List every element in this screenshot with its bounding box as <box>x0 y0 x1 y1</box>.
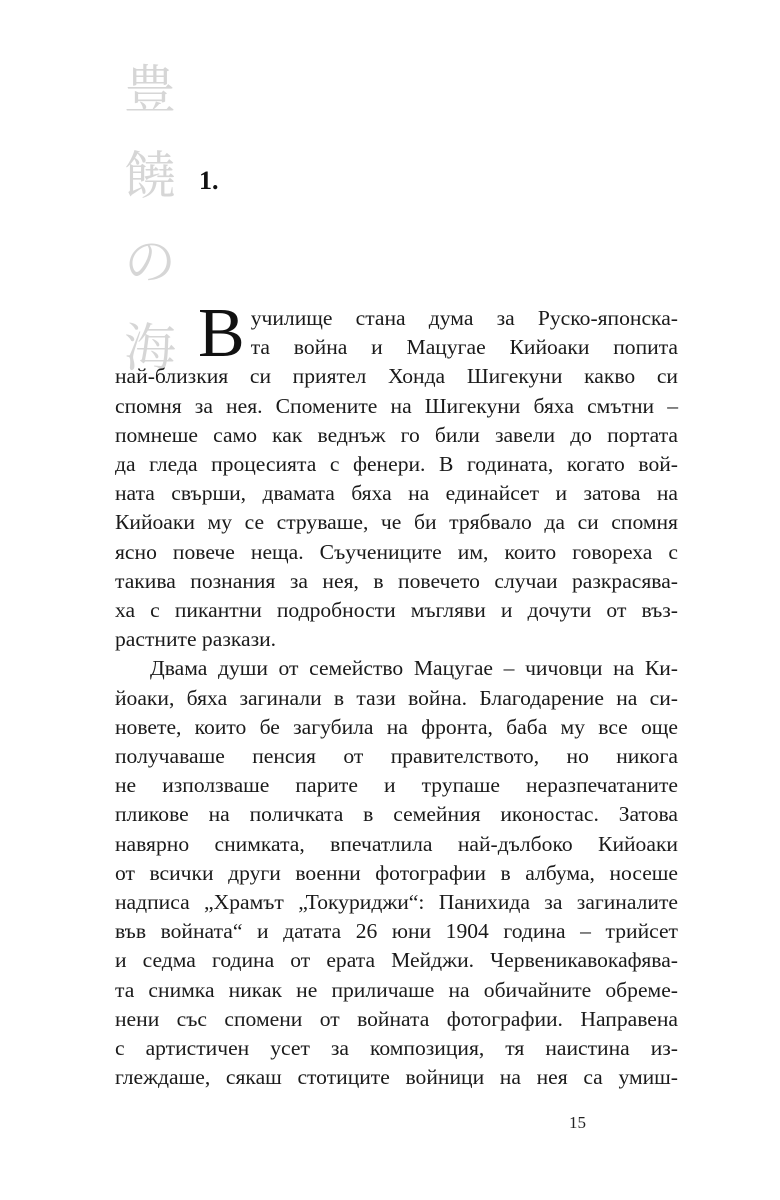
text-line: та война и Мацугае Кийоаки попита <box>250 335 678 360</box>
text-line: и седма година от ерата Мейджи. Червеникавокафява- <box>115 948 678 973</box>
text-line: йоаки, бяха загинали в тази война. Благодарение на си- <box>115 685 678 710</box>
text-line: спомня за нея. Спомените на Шигекуни бяха смътни – <box>115 393 678 418</box>
text-line: получаваше пенсия от правителството, но никога <box>115 744 678 769</box>
paragraph <box>115 654 678 1092</box>
text-line: с артистичен усет за композиция, тя наистина из- <box>115 1036 678 1061</box>
text-line: помнеше само как веднъж го били завели до портата <box>115 422 678 447</box>
text-line: новете, които бе загубила на фронта, баба му все още <box>115 714 678 739</box>
text-line: нени със спомени от войната фотографии. Направена <box>115 1006 678 1031</box>
title-char: 饒 <box>123 147 176 207</box>
text-line: такива познания за нея, в повечето случаи разкрасява- <box>115 568 678 593</box>
text-line: да гледа процесията с фенери. В годината, когато вой- <box>115 452 678 477</box>
text-line: във войната“ и датата 26 юни 1904 година – трийсет <box>115 919 678 944</box>
text-line: пликове на поличката в семейния иконостас. Затова <box>115 802 678 827</box>
page-number: 15 <box>569 1113 586 1132</box>
text-line: най-близкия си приятел Хонда Шигекуни какво си <box>115 364 678 389</box>
text-line: растните разкази. <box>115 627 277 652</box>
text-line: та снимка никак не приличаше на обичайните обреме- <box>115 977 678 1002</box>
title-char: の <box>123 233 176 293</box>
text-line: навярно снимката, впечатлила най-дълбоко Кийоаки <box>115 831 678 856</box>
text-line: не използваше парите и трупаше неразпечатаните <box>115 773 678 798</box>
text-line: ха с пикантни подробности мъгляви и дочути от въз- <box>115 598 678 623</box>
text-line: от всички други военни фотографии в албума, носеше <box>115 860 678 885</box>
text-line: училище стана дума за Руско-японска- <box>250 306 678 330</box>
text-line: ната свърши, двамата бяха на единайсет и затова на <box>115 481 678 506</box>
text-line: надписа „Храмът „Токуриджи“: Панихида за загиналите <box>115 890 678 915</box>
text-line: ясно повече неща. Съучениците им, които говореха с <box>115 539 678 564</box>
body-text <box>115 295 678 1092</box>
title-char: 豊 <box>123 61 176 121</box>
text-line: глеждаше, сякаш стотиците войници на нея са умиш- <box>115 1065 678 1090</box>
title-char: 海 <box>123 319 176 379</box>
text-line: Двама души от семейство Мацугае – чичовци на Ки- <box>150 656 678 681</box>
drop-cap: В <box>198 295 245 372</box>
chapter-number: 1. <box>199 166 219 195</box>
paragraph <box>115 295 678 654</box>
text-line: Кийоаки му се струваше, че би трябвало да си спомня <box>115 510 678 535</box>
